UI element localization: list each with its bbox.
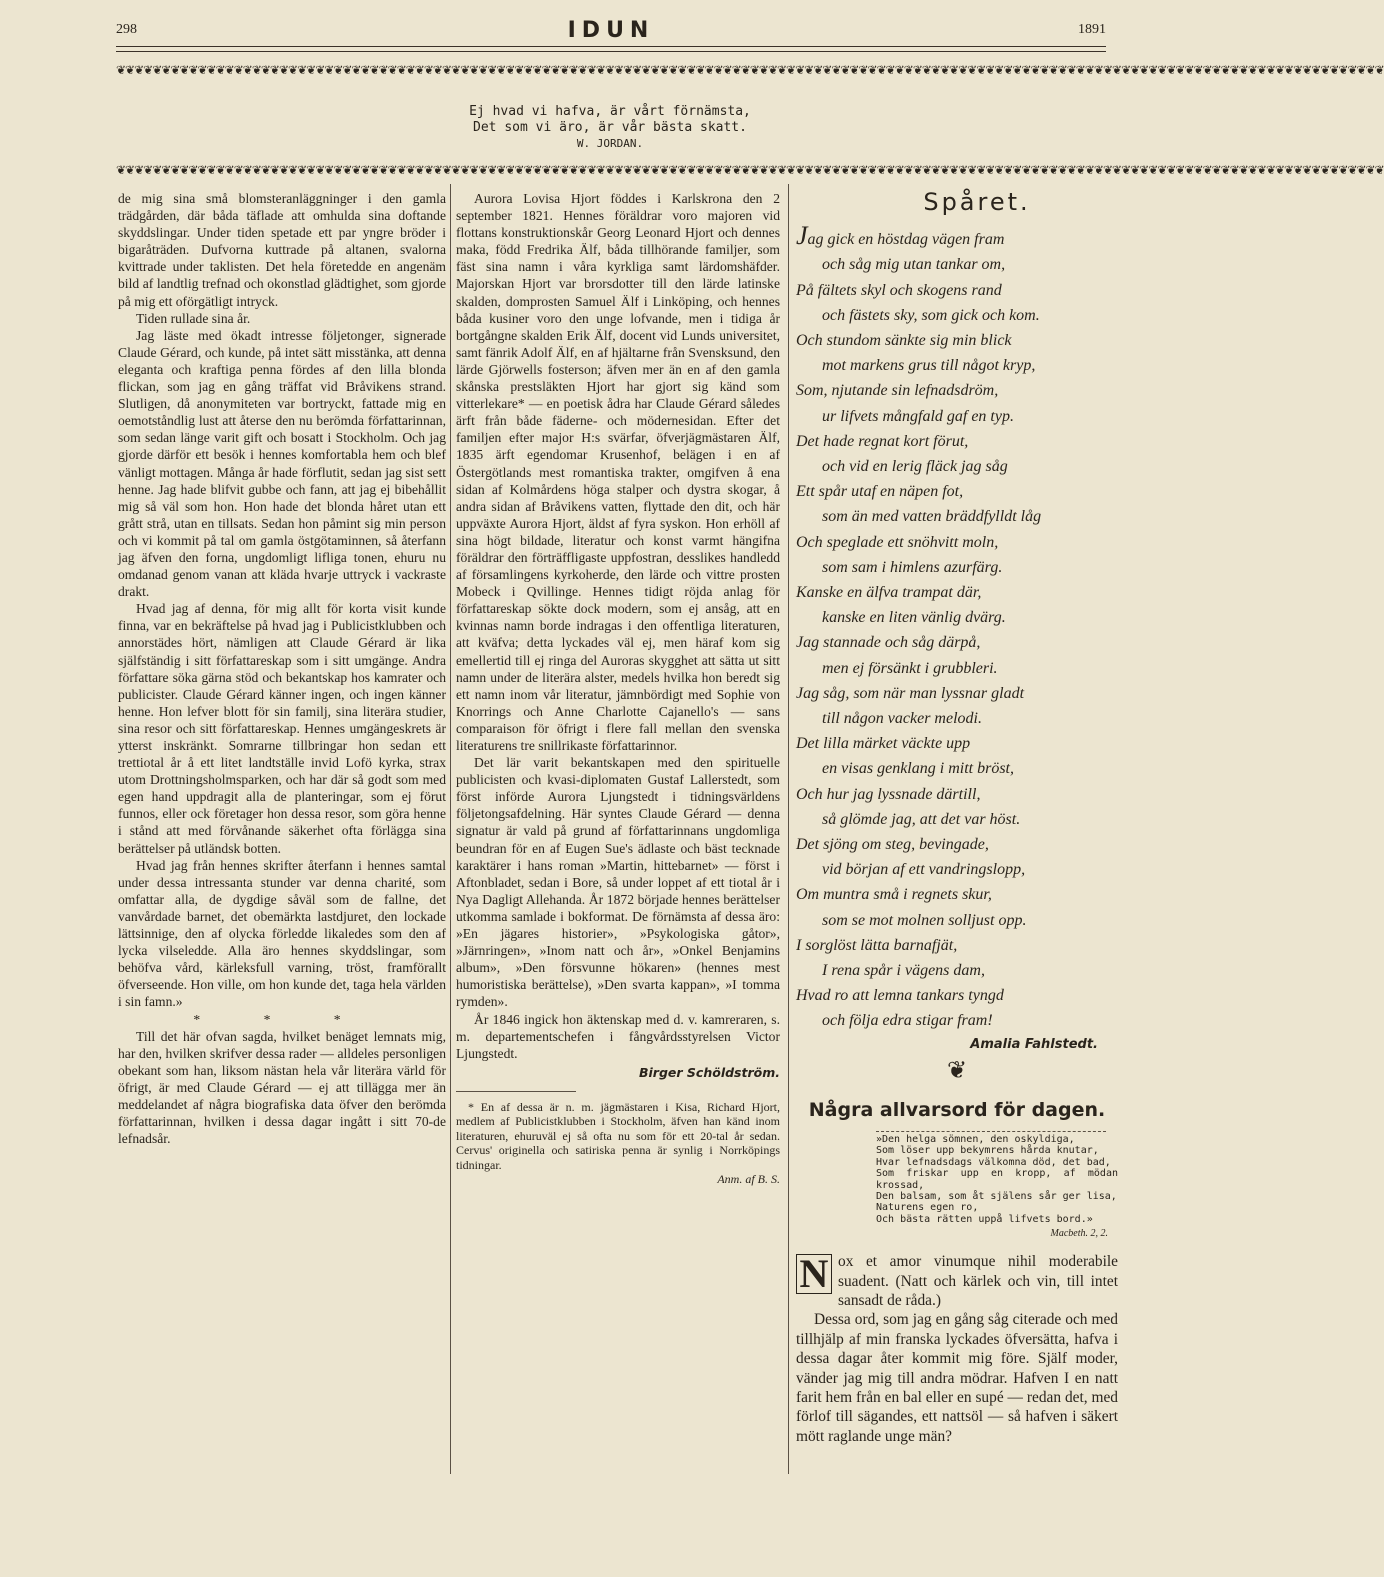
page-header: [116, 18, 1106, 44]
poem-line: och fästets sky, som gick och kom.: [822, 306, 1040, 324]
footnote-rule: [456, 1091, 576, 1092]
epigraph-source: Macbeth. 2, 2.: [1050, 1228, 1108, 1240]
poem-line: Jag såg, som när man lyssnar gladt: [796, 684, 1025, 702]
epigraph-line: Den balsam, som åt själens sår ger lisa,: [876, 1190, 1117, 1202]
poem-line: Jag stannade och såg därpå,: [796, 634, 981, 652]
motto-line: Ej hvad vi hafva, är vårt förnämsta,: [469, 104, 751, 119]
motto-author: W. JORDAN.: [576, 137, 644, 150]
poem-line: så glömde jag, att det var höst.: [822, 810, 1021, 828]
epigraph-line: Som löser upp bekymrens hårda knutar,: [876, 1145, 1099, 1157]
paragraph: Aurora Lovisa Hjort föddes i Karlskrona den 2 september 1821. Hennes föräldrar voro majoren vid flottans konstruktionskår Georg Leonard Hjort och dennes maka, född Fredrika Älf, båda tillhörande familjer, som fäst sina namn i våra kyrkliga samt lärdomshäfder. Majorskan Hjort var brorsdotter till den lärde latinske skalden, domprosten Samuel Älf i Linköping, och hennes båda kusiner voro den unge lofvande, men i tidiga år bortgångne skalden Erik Älf, docent vid Lunds universitet, samt fänrik Adolf Älf, en af hjältarne från Svensksund, den lärde Gjörwells fosterson; äfven mer än en af den gamla skånska prestsläkten Hjort har gjort sig känd som vitterlekare* — en poetisk ådra har Claude Gérard således ärft från både fäderne- och mödernesidan. Efter det familjen efter major H:s svärfar, öfverjägmästaren Älf, 1835 ärft egendomar Krusenhof, belägen i en af Östergötlands mest romantiska trakter, omgifven å ena sidan af Kolmårdens höga stalper och dystra skogar, å andra sidan af Bråvikens vatten, flyttade den dit, och här uppväxte Aurora Hjort, äldst af fyra syskon. Hon erhöll af sina högt bildade, literatur och konst varmt hängifna föräldrar den förträffligaste uppfostran, desslikes handledd af församlingens kyrkoherde, den lärde och vittre prosten Mobeck i Qvillinge. Hennes tidigt röjda anlag för författareskap sökte dock modern, som ej ansåg, att en kvinnas namn borde indragas i den offentliga literaturen, att kväfva; detta lyckades väl ej, men häraf kom sig emellertid till ej ringa del Auroras skygghet att sätta ut sitt namn under de literära alster, medels hvilka hon beredt sig ett namn inom vår literatur, jämnbördigt med Sophie von Knorrings och Anne Charlotte Cajanello's — sans comparaison för öfrigt i flere fall mellan den svenska literaturens tre snillrikaste författarinnor.: [456, 191, 780, 753]
paragraph: År 1846 ingick hon äktenskap med d. v. kamreraren, s. m. departementschefen i fångvårdsstyrelsen Victor Ljungstedt.: [456, 1011, 780, 1061]
paragraph: Det lär varit bekantskapen med den spirituelle publicisten och kvasi-diplomaten Gustaf Lallerstedt, som först införde Aurora Ljungstedt i tidningsvärldens följetongsafdelning. Här syntes Claude Gérard — denna signatur är vald på grund af författarinnans ungdomliga beundran för en af Eugen Sue's ädlaste och bäst tecknade karaktärer i hans roman »Martin, hittebarnet» — först i Aftonbladet, sedan i Bore, så under loppet af ett tiotal år i Nya Dagligt Allehanda. År 1872 började hennes berättelser utkomma samlade i bokformat. De förnämsta af dessa äro: »En jägares historier», »Psykologiska gåtor», »Järnringen», »Inom natt och år», »Onkel Benjamins album», »Den försvunne hökaren» (hennes mest humoristiska berättelse), »Den svarta kappan», »I tomma rymden».: [456, 755, 780, 1010]
poem-line: vid början af ett vandringslopp,: [822, 861, 1026, 879]
paragraph: Hvad jag från hennes skrifter återfann i hennes samtal under dessa intressanta stunder var denna charité, som omfattar alla, de dygdige såväl som de fallne, det vanvårdade barnet, det obemärkta lastdjuret, den lockade lättsinnige, den af olycka förledde likaledes som den af lycka vilseledde. Alla äro hennes skyddslingar, som behöfva vård, kärleksfull varning, tröst, framförallt öfverseende. Hon ville, om hon kunde det, taga hela världen i sin famn.»: [118, 857, 446, 1010]
ornament-border-mid: ❦❦❦❦❦❦❦❦❦❦❦❦❦❦❦❦❦❦❦❦❦❦❦❦❦❦❦❦❦❦❦❦❦❦❦❦❦❦❦❦❦❦❦❦❦❦❦❦❦❦❦❦❦❦❦❦❦❦❦❦❦❦❦❦❦❦❦❦❦❦❦❦❦❦❦❦❦❦❦❦❦❦❦❦❦❦❦❦❦❦❦❦❦❦❦❦❦❦❦❦❦❦❦❦❦❦❦❦❦❦❦❦❦❦❦❦❦❦❦❦❦❦❦❦❦❦❦❦❦❦❦❦❦❦❦❦❦❦❦❦: [116, 163, 1384, 177]
poem-line: till någon vacker melodi.: [822, 709, 982, 727]
section-stars: * * *: [193, 1011, 371, 1027]
epigraph-line: Hvar lefnadsdags välkomna död, det bad,: [876, 1156, 1111, 1168]
poem-line: Hvad ro att lemna tankars tyngd: [796, 987, 1004, 1005]
poem-line: På fältets skyl och skogens rand: [796, 281, 1002, 299]
poem-line: Kanske en älfva trampat där,: [796, 583, 982, 601]
poem-author: Amalia Fahlstedt.: [970, 1036, 1098, 1052]
column-2: [456, 190, 780, 1187]
poem-line: Det sjöng om steg, bevingade,: [796, 835, 989, 853]
poem-line: mot markens grus till något kryp,: [822, 357, 1036, 375]
column-rule: [788, 184, 789, 1474]
poem-line: som se mot molnen solljust opp.: [822, 911, 1027, 929]
poem-line: och följa edra stigar fram!: [822, 1012, 993, 1030]
poem-line: I rena spår i vägens dam,: [822, 961, 985, 979]
footnote-text: * En af dessa är n. m. jägmästaren i Kisa, Richard Hjort, medlem af Publicistklubben i Stockholm, äfven han känd inom literaturen, ehuruväl ej så ofta nu som för ett 20-tal år sedan. Cervus' originella och satiriska penna är synlig i Norrköpings tidningar.: [456, 1099, 780, 1172]
paragraph: Hvad jag af denna, för mig allt för korta visit kunde finna, var en bekräftelse på hvad jag i Publicistklubben och annorstädes hört, nämligen att Claude Gérard är lika själfständig i sitt författareskap som i sitt umgänge. Andra författare söka gärna stöd och bekantskap hos kamrater och publicister. Claude Gérard känner ingen, och ingen känner henne. Hon lefver blott för sin familj, sina literära studier, sina resor och sitt författareskap. Hennes umgängeskrets är ytterst inskränkt. Somrarne tillbringar hon sedan ett trettiotal år å ett litet landtställe invid Lofö kyrka, strax utom Drottningsholmsparken, och har där så godt som med egen hand uppdragit alla de planteringar, som ej förut funnos, eller ock företager hon dessa resor, som göra henne i stånd att med förvånande säkerhet ofta förlägga sina berättelser på utländsk botten.: [118, 601, 446, 856]
poem-line: I sorglöst lätta barnafjät,: [796, 936, 958, 954]
page-number: 298: [116, 22, 137, 37]
fleuron-icon: ❦: [946, 1057, 968, 1084]
article-signature: Birger Schöldström.: [639, 1064, 780, 1080]
poem-line: som sam i himlens azurfärg.: [822, 558, 1003, 576]
paragraph: Tiden rullade sina år.: [136, 310, 251, 326]
motto-line: Det som vi äro, är vår bästa skatt.: [473, 120, 747, 135]
poem: [796, 223, 1118, 1034]
paragraph: Till det här ofvan sagda, hvilket benäget lemnats mig, har den, hvilken skrifver dessa rader — alldeles personligen obekant som han, liksom nästan hela vår literära värld för öfrigt, är med Claude Gérard — ej att tillägga mer än meddelandet af några biografiska data öfver den berömda författarinnan, hvilken i dessa dagar ingått i sitt 70-de lefnadsår.: [118, 1028, 446, 1147]
column-3: [796, 190, 1118, 1446]
poem-line: som än med vatten bräddfylldt låg: [822, 508, 1042, 526]
poem-line: Ett spår utaf en näpen fot,: [796, 483, 964, 501]
ornament-border-top: ❦❦❦❦❦❦❦❦❦❦❦❦❦❦❦❦❦❦❦❦❦❦❦❦❦❦❦❦❦❦❦❦❦❦❦❦❦❦❦❦❦❦❦❦❦❦❦❦❦❦❦❦❦❦❦❦❦❦❦❦❦❦❦❦❦❦❦❦❦❦❦❦❦❦❦❦❦❦❦❦❦❦❦❦❦❦❦❦❦❦❦❦❦❦❦❦❦❦❦❦❦❦❦❦❦❦❦❦❦❦❦❦❦❦❦❦❦❦❦❦❦❦❦❦❦❦❦❦❦❦❦❦❦❦❦❦❦❦❦❦: [116, 63, 1384, 77]
paragraph: ox et amor vinumque nihil moderabile suadent. (Natt och kärlek och vin, till intet sansadt de råda.): [838, 1253, 1118, 1310]
poem-line: men ej försänkt i grubbleri.: [822, 659, 998, 677]
poem-title: Spåret.: [923, 188, 1031, 216]
paragraph: Dessa ord, som jag en gång såg citerade och med tillhjälp af min franska lyckades öfversätta, hafva i dessa dagar åter kommit mig före. Själf moder, vänder jag mig till andra mödrar. Hafven I en natt farit hem från en bal eller en supé — redan det, med förlof till sägandes, ett nattsöl — så hafven i säkert mött raglande unge män?: [796, 1311, 1118, 1445]
epigraph-rule: [876, 1131, 1106, 1132]
drop-cap: N: [796, 1254, 832, 1294]
poem-line: och vid en lerig fläck jag såg: [822, 457, 1008, 475]
poem-line: Och stundom sänkte sig min blick: [796, 331, 1012, 349]
epigraph-line: Och bästa rätten uppå lifvets bord.»: [876, 1213, 1093, 1225]
poem-line: och såg mig utan tankar om,: [822, 256, 1006, 274]
article-body: [796, 1252, 1118, 1446]
poem-line: Jag gick en höstdag vägen fram: [796, 221, 1005, 251]
motto: [300, 104, 920, 152]
year: 1891: [1078, 22, 1106, 37]
poem-line: ur lifvets mångfald gaf en typ.: [822, 407, 1014, 425]
poem-line: Och speglade ett snöhvitt moln,: [796, 533, 999, 551]
epigraph-line: Som friskar upp en kropp, af mödan krossad,: [876, 1168, 1118, 1191]
poem-line: en visas genklang i mitt bröst,: [822, 760, 1014, 778]
footnote: [456, 1100, 780, 1187]
footnote-signature: Anm. af B. S.: [717, 1172, 780, 1187]
paragraph: de mig sina små blomsteranläggninger i den gamla trädgården, där båda täflade att omhulda sina doftande skyddslingar. Under tiden spetade ett par yngre bröder i bigaråträden. Dufvorna kuttrade på altanen, svalorna kvittrade under taklisten. Det hela företedde en angenäm bild af landtlig trefnad och okonstlad glädtighet, som gjorde på mig ett oförgätligt intryck.: [118, 191, 446, 309]
epigraph-line: Naturens egen ro,: [876, 1202, 979, 1214]
column-1: [118, 190, 446, 1147]
poem-line: Det lilla märket väckte upp: [796, 735, 971, 753]
epigraph-line: »Den helga sömnen, den oskyldiga,: [876, 1133, 1075, 1145]
poem-line: kanske en liten vänlig dvärg.: [822, 609, 1006, 627]
poem-line: Om muntra små i regnets skur,: [796, 886, 992, 904]
section-title: Några allvarsord för dagen.: [808, 1098, 1106, 1121]
poem-line: Det hade regnat kort förut,: [796, 432, 969, 450]
poem-line: Och hur jag lyssnade därtill,: [796, 785, 981, 803]
poem-line: Som, njutande sin lefnadsdröm,: [796, 382, 999, 400]
paragraph: Jag läste med ökadt intresse följetonger, signerade Claude Gérard, och kunde, på intet sätt misstänka, att denna eleganta och kraftiga penna fördes af den lilla blonda flickan, som jag en gång träffat vid Bråvikens strand. Slutligen, då anonymiteten var bortryckt, fattade mig en oemotståndlig lust att återse den nu berömda författarinnan, som sedan länge varit gift och bosatt i Stockholm. Och jag gjorde därför ett besök i hennes komfortabla hem och blef vänligt mottagen. Många år hade förflutit, sedan jag sist sett henne. Jag hade blifvit gubbe och fann, att jag ej bibehållit mig så väl som hon. Hon hade det blonda håret utan ett grått strå, utan en tillsats. Sedan hon påmint sig min person och vi kommit på tal om gamla östgötaminnen, så återfann jag äfven den forna, ungdomligt lifliga tonen, ehuru nu omdanad genom vanan att kläda hvarje uttryck i vackraste drakt.: [118, 327, 446, 600]
masthead: IDUN: [567, 18, 655, 43]
header-rule: [116, 46, 1106, 52]
epigraph: [876, 1134, 1118, 1225]
column-rule: [450, 184, 451, 1474]
